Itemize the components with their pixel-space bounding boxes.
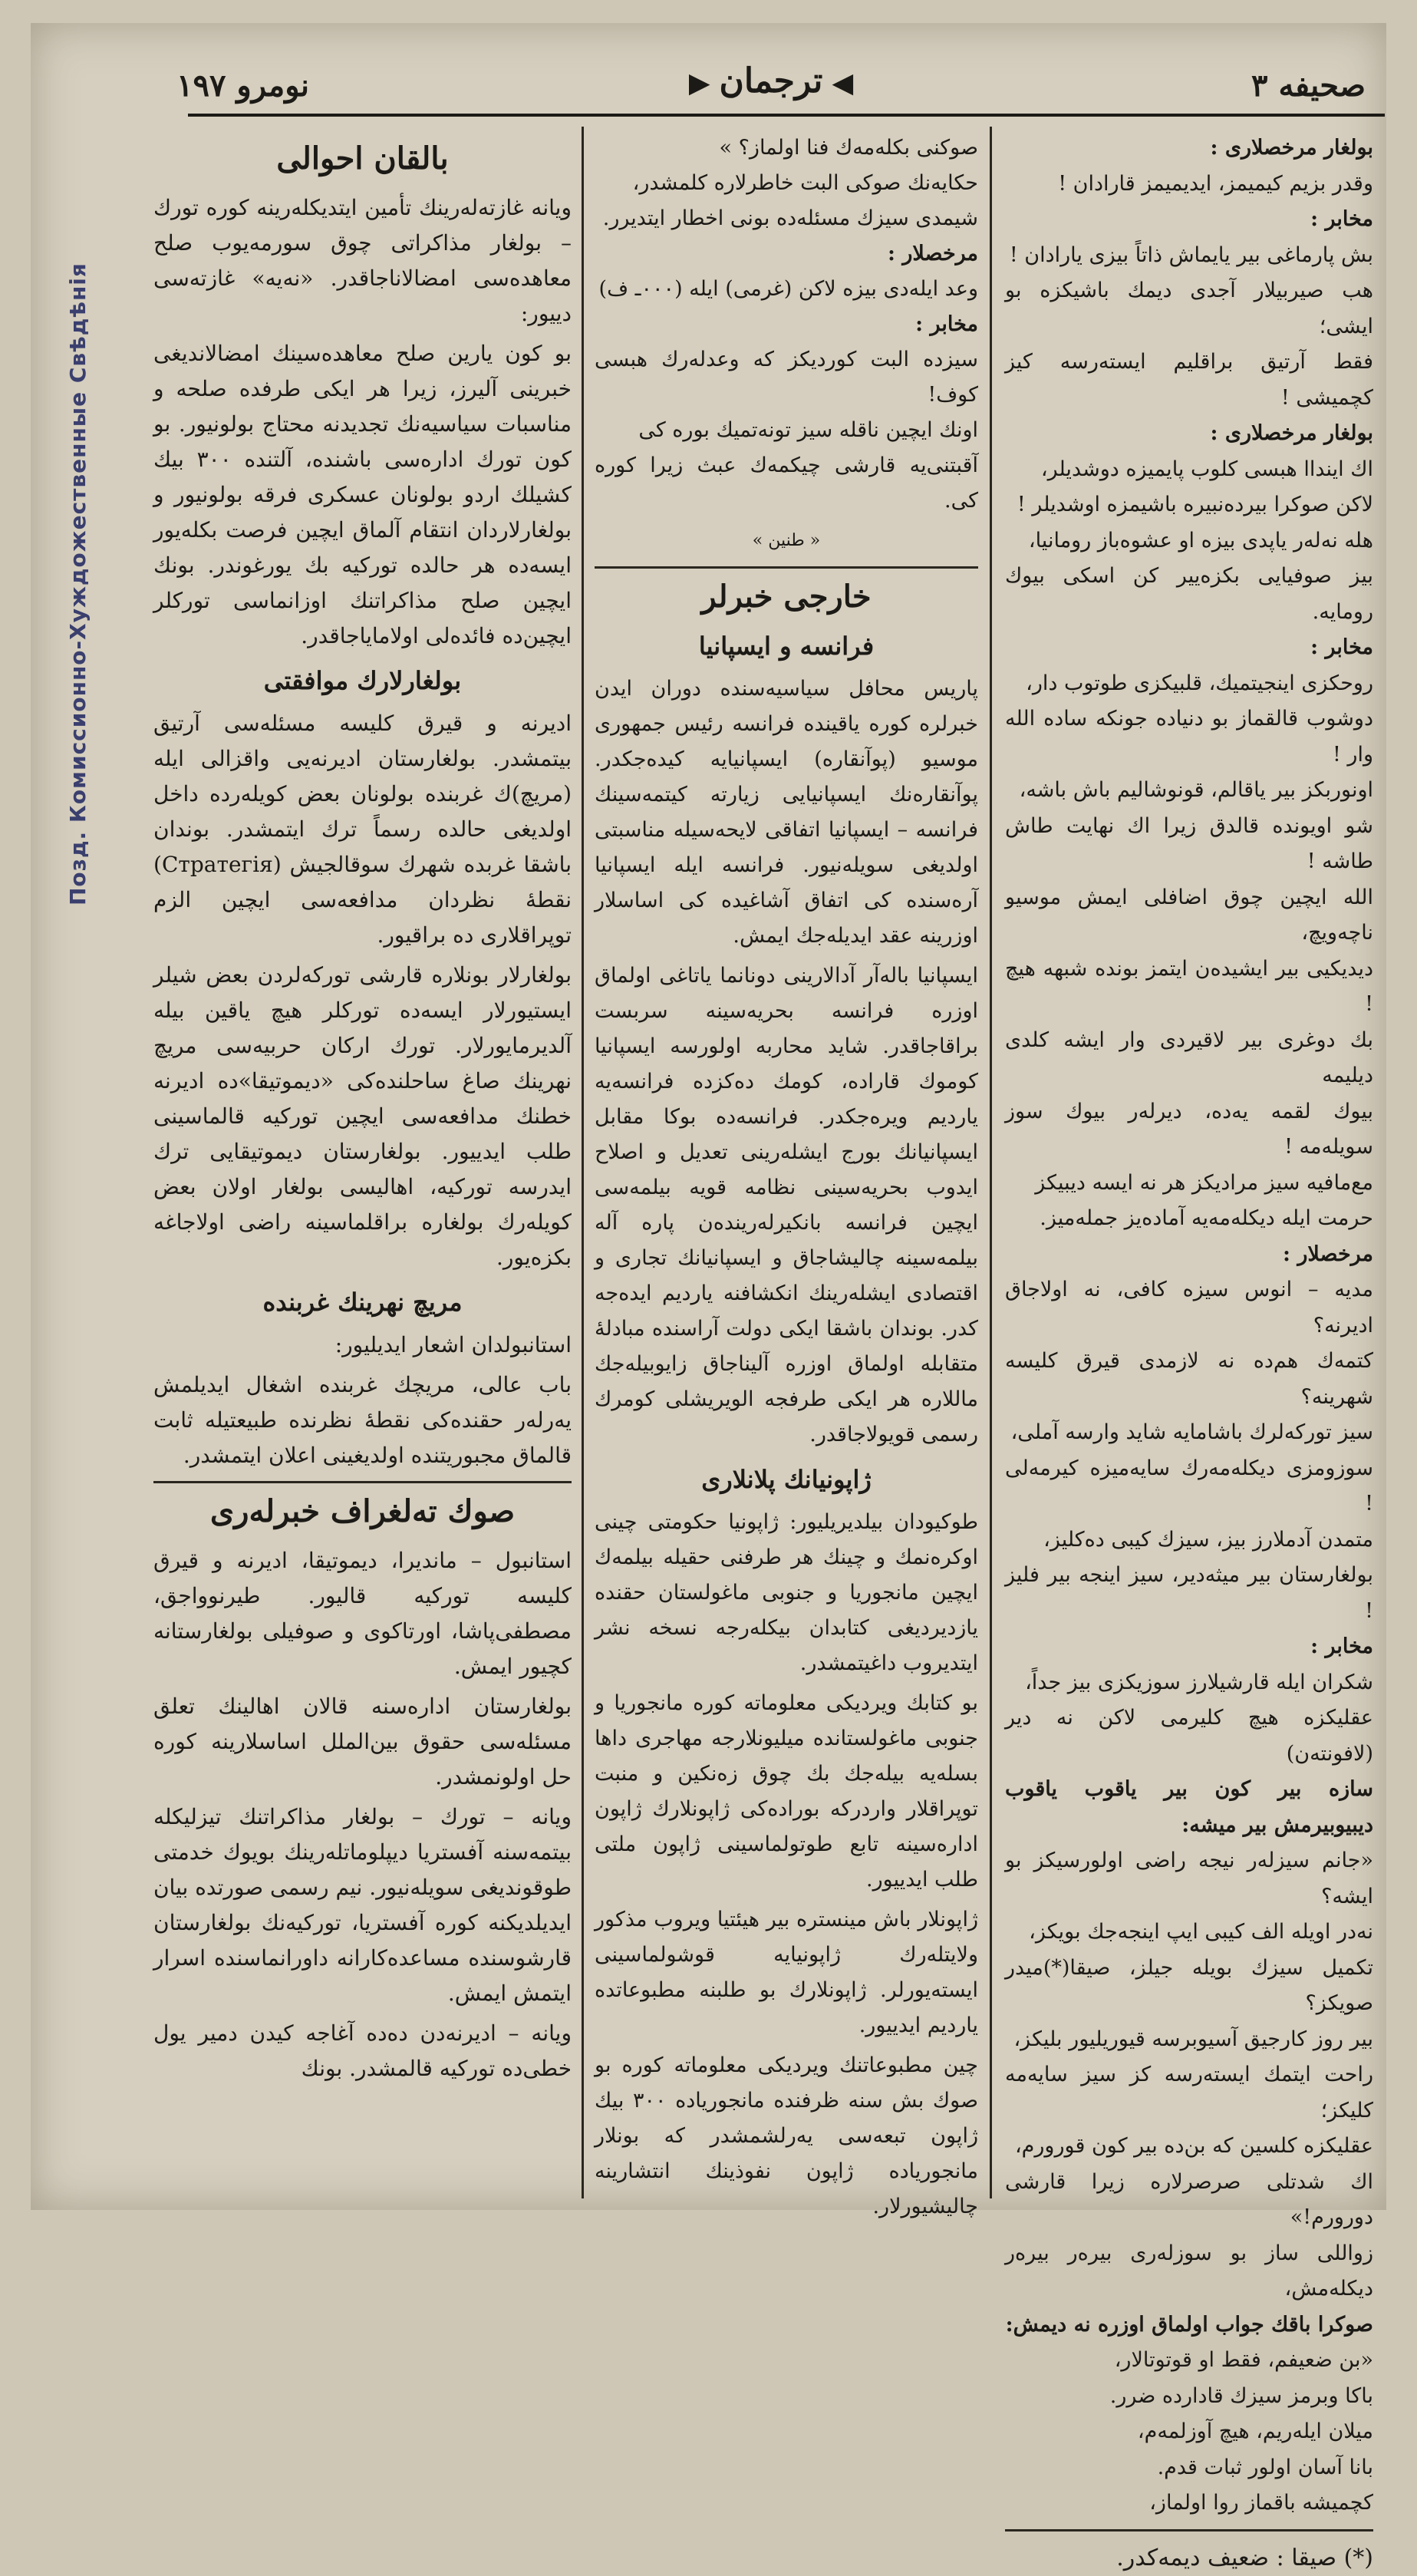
poem-line: لاکن صوکرا بیردەنبیرە باشیمزە اوشدیلر ! xyxy=(1005,487,1373,523)
poem-line: «جانم سیزلەر نیجه راضی اولورسیکز بو ایشه؟ xyxy=(1005,1843,1373,1915)
poem-line: اونوربکز بیر یاقالم، قونوشالیم باش باشه، xyxy=(1005,773,1373,809)
poem-line: سازه بیر کون بیر یاقوب یاقوب دیبیوبیرمش بیر میشه: xyxy=(1005,1772,1373,1843)
poem-line: بیر روز کارجیق آسیوبرسه قیوریلیور بلیکز، xyxy=(1005,2022,1373,2058)
poem-line: هله نەلەر یاپدی بیزه او عشوەباز رومانیا، xyxy=(1005,523,1373,559)
poem-line: وقدر بزیم کیمیمز، ایدیمیمز قارادان ! xyxy=(1005,167,1373,203)
poem-line: صوکنی بکله‌مه‌ك فنا اولماز؟ » xyxy=(595,130,978,166)
footnote: (*) صیقا : ضعیف دیمه‌کدر. xyxy=(1005,2541,1373,2576)
poem-line: شیمدی سیزك مسئله‌ده بونی اخطار ایتدیرر. xyxy=(595,201,978,236)
library-stamp: Позд. Комиссионно-Хуждожественные Свѣдѣнія xyxy=(65,215,111,905)
poem-line: باکا وبرمز سیزك قادارده ضرر. xyxy=(1005,2379,1373,2415)
subheading-france-spain: فرانسه و ایسپانیا xyxy=(595,628,978,664)
poem-line: سوزومزی دیکله‌مه‌رك سایه‌میزه کیرمه‌لی ! xyxy=(1005,1451,1373,1522)
article-paragraph: ویانه غازته‌لەرینك تأمین ایتدیکلەرینه کوره تورك – بولغار مذاکراتی چوق سورمه‌یوب صلح معاهده‌سی امضالاناجاقدر. «نه‌یه» غازته‌سی دییور: xyxy=(153,190,572,331)
article-paragraph: ادیرنه و قیرق کلیسه مسئله‌سی آرتیق بیتمشدر. بولغارستان ادیرنه‌یی واقزالی ایله (مریچ)ك غربنده بولونان بعض کویله‌رده داخل اولدیغی حالده رسماً ترك ایتمشدر. بوندان باشقا غربده شهرك سوقالجیش (Стратегія) نقطهٔ نظردان مدافعه‌سی ایچین الزم توپراقلاری ده براقیور. xyxy=(153,706,572,953)
section-title-foreign-news: خارجی خبرلر xyxy=(595,579,978,615)
middle-column xyxy=(595,130,978,2229)
column-divider xyxy=(990,127,992,2198)
article-paragraph: پاریس محافل سیاسیه‌سنده دوران ایدن خبرلره کوره یاقینده فرانسه رئیس جمهوری موسیو (پوآنقاره) ایسپانیایه کیده‌جکدر. پوآنقاره‌نك ایسپانیایی زیارته کیتمه‌سینك فرانسه – ایسپانیا اتفاقی لایحه‌سیله مناسبتی اولدیغی سویلەنیور. فرانسه ایله ایسپانیا آره‌سنده کی اتفاق آشاغیده کی اساسلار اوزرینه عقد ایدیله‌جك ایمش. xyxy=(595,671,978,954)
poem-line: نه‌در اویله الف کیبی ایپ اینجه‌جك بویکز، xyxy=(1005,1915,1373,1951)
poem-line: بیز صوفیایی بکزه‌ییر کن اسکی بیوك رومایه. xyxy=(1005,559,1373,630)
subheading-japan-plans: ژاپونیانك پلانلاری xyxy=(595,1462,978,1497)
poem-line: روحکزی اینجیتمیك، قلبیکزی طوتوب دار، xyxy=(1005,666,1373,702)
article-paragraph: ویانه – ادیرنه‌دن ده‌ده آغاجه کیدن دمیر یول خطی‌ده تورکیه قالمشدر. بونك xyxy=(153,2016,572,2086)
poem-line: بولغارستان بیر میثه‌دیر، سیز اینجه بیر فلیز ! xyxy=(1005,1558,1373,1629)
poem-line: مخابر : xyxy=(1005,630,1373,666)
section-title-balkan: بالقان احوالی xyxy=(153,141,572,176)
poem-line: زواللی ساز بو سوزلەری بیرەر بیرەر دیکله‌مش، xyxy=(1005,2236,1373,2307)
poem-line: کتمه‌ك هم‌ده نه لازمدی قیرق کلیسه شهرینه؟ xyxy=(1005,1344,1373,1415)
article-paragraph: استانبول – ماندیرا، دیموتیقا، ادیرنه و قیرق کلیسه تورکیه قالیور. طیرنوواجق، مصطفی‌پاشا، اورتاکوی و صوفیلی بولغارستانه کچیور ایمش. xyxy=(153,1543,572,1684)
article-paragraph: باب عالی، مریچك غربنده اشغال ایدیلمش یه‌رلەر حقنده‌کی نقطهٔ نظرنده طبیعتیله ثابت قالماق مجبوریتنده اولدیغینی اعلان ایتمشدر. xyxy=(153,1367,572,1473)
article-paragraph: ویانه – تورك – بولغار مذاکراتنك تیزلیکله بیتمه‌سنه آفستریا دیپلوماتلەرینك بویوك خدمتی طوقوندیغی سویله‌نیور. نیم رسمی صورتده بیان ایدیلدیکنه کوره آفستریا، تورکیه‌نك بولغارستان قارشوسنده مساعده‌کارانه داورانماسنده اسرار ایتمش ایمش. xyxy=(153,1799,572,2011)
poem-line: مرخصلار : xyxy=(1005,1237,1373,1273)
poem-line: حکایه‌نك صوکی البت خاطرلاره کلمشدر، xyxy=(595,166,978,201)
poem-line: اونك ایچین ناقله سیز تونه‌تمیك بوره کی xyxy=(595,413,978,448)
article-paragraph: چین مطبوعاتنك ویردیکی معلوماته کوره بو صوك بش سنه ظرفنده مانجوریاده ۳۰۰ بیك ژاپون تبعه‌سی یەرلشمشدر که بونلار مانجوریاده ژاپون نفوذینك انتشارینه چالیشیورلار. xyxy=(595,2048,978,2225)
poem-line: دوشوب قالقماز بو دنیاده جونکه ساده الله وار ! xyxy=(1005,701,1373,773)
newspaper-page xyxy=(31,23,1386,2210)
section-rule xyxy=(595,566,978,569)
poem-line: عقلیکزه هیچ کلیرمی لاکن نه دیر (لافونته‌ن) xyxy=(1005,1700,1373,1772)
poem-line: بش پارماغی بیر یایماش ذاتاً بیزی یارادان ! xyxy=(1005,238,1373,274)
page-number: صحیفه ۳ xyxy=(1251,68,1366,104)
poem-line: آقبتنی‌یه قارشی چیکمه‌ك عبث زیرا کوره کی. xyxy=(595,448,978,519)
poem-line: «بن ضعیفم، فقط او قوتوتالار، xyxy=(1005,2343,1373,2379)
poem-line: مخابر : xyxy=(595,307,978,342)
article-paragraph: ایسپانیا باله‌آر آدالارینی دونانما یاتاغی اولماق اوزره فرانسه بحریه‌سینه سربست براقاجاقدر. شاید محاربه اولورسه ایسپانیا کوموك قاراده، کومك ده‌کزده فرانسه‌یه یاردیم ویره‌جکدر. فرانسه‌ده بوکا مقابل ایسپانیانك بورج ایشله‌رینی تعدیل و اصلاح ایدوب بحریه‌سینی نظامه قویه بیلمه‌سی ایچین فرانسه بانکیرلەریندەن پاره آلە بیلمه‌سینه چالیشاجاق و ایسپانیانك تجاری و اقتصادی ایشله‌رینك انکشافنه یاردیم ایده‌جه کدر. بوندان باشقا ایکی دولت آراسنده مبادلهٔ متقابله اولماق اوزره آلیناجاق زایوبیله‌جك ماللاره هر ایکی طرفجه الویریشلی کومرك رسمی قویولاجاقدر. xyxy=(595,958,978,1453)
poem-line: مخابر : xyxy=(1005,202,1373,238)
poem-line: الله ایچین چوق اضافلی ایمش موسیو ناچه‌ویچ، xyxy=(1005,880,1373,952)
poem-line: تکمیل سیزك بویله جیلز، صیقا(*)میدر صویکز؟ xyxy=(1005,1951,1373,2022)
poem-signature: « طنین » xyxy=(595,523,978,559)
poem-line: صوکرا باقك جواب اولماق اوزره نه دیمش: xyxy=(1005,2307,1373,2343)
poem-line: هب صیربیلار آجدی دیمك باشیکزه بو ایشی؛ xyxy=(1005,273,1373,345)
poem-line: میلان ایلەریم، هیچ آوزلمەم، xyxy=(1005,2414,1373,2450)
header-rule xyxy=(188,114,1385,117)
poem-line: بانا آسان اولور ثبات قدم. xyxy=(1005,2450,1373,2486)
poem-line: اك اینداا هبسی کلوب پایمیزه دوشدیلر، xyxy=(1005,452,1373,488)
poem-line: مدیه – انوس سیزه کافی، نه اولاجاق ادیرنه؟ xyxy=(1005,1272,1373,1344)
poem-line: مرخصلار : xyxy=(595,236,978,272)
subheading-bulgarian-consent: بولغارلارك موافقتی xyxy=(153,663,572,698)
article-paragraph: استانبولدان اشعار ایدیلیور: xyxy=(153,1328,572,1363)
poem-line: کچمیشه باقماز روا اولماز، xyxy=(1005,2485,1373,2522)
page-header xyxy=(161,54,1381,115)
poem-line: مع‌مافیه سیز مرادیکز هر نه ایسه دیبیکز xyxy=(1005,1166,1373,1202)
article-paragraph: بو کتابك ویردیکی معلوماته کوره مانجوریا و جنوبی ماغولستانده میلیونلارجه مهاجری داها بسلەیه بیله‌جك بك چوق زەنکین و منبت توپراقلار واردرکه بوراده‌کی ژاپونلارك ژاپون اداره‌سینه تابع طوتولماسینی ژاپون ملتی طلب ایدییور. xyxy=(595,1686,978,1898)
article-paragraph: بو کون یارین صلح معاهده‌سینك امضالاندیغی خبرینی آلیرز، زیرا هر ایکی طرفده صلحه و مناسبات سیاسیه‌نك تجدیدنه محتاج بولونیور. بو کون تورك اداره‌سی باشنده، آلتنده ۳۰۰ بیك کشیلك اردو بولونان عسکری فرقه بولونیور و بولغارلاردان انتقام آلماق ایچین فرصت بکله‌یور ایسه‌ده هر حالده تورکیه بك یورغوندر. بونك ایچین صلح مذاکراتنك اوزانماسی تورکلر ایچین‌ده فائده‌لی اولامایاجاقدر. xyxy=(153,336,572,654)
section-title-telegraph: صوك تەلغراف خبرلەری xyxy=(153,1494,572,1529)
poem-line: عقلیکزه کلسین که بن‌ده بیر کون قورورم، xyxy=(1005,2129,1373,2165)
ornament-icon: ◀ xyxy=(832,67,853,99)
article-paragraph: بولغارستان اداره‌سنه قالان اهالینك تعلق مسئله‌سی حقوق بین‌الملل اساسلارینه کوره حل اولونمشدر. xyxy=(153,1689,572,1795)
poem-line: وعد ایله‌دی بیزه لاکن (غرمی) ایله (۰۰۰ـ ف) xyxy=(595,272,978,307)
poem-line: مخابر : xyxy=(1005,1629,1373,1665)
article-paragraph: ژاپونلار باش مینستره بیر هیئتیا ویروب مذکور ولایتلەرك ژاپونیایه قوشولماسینی ایسته‌یورلر. ژاپونلارك بو طلبنه مطبوعاتده یاردیم ایدییور. xyxy=(595,1902,978,2043)
subheading-west-maritsa: مریچ نهرینك غربنده xyxy=(153,1285,572,1320)
poem-line: فقط آرتیق براقلیم ایسته‌رسه کیز کچمیشی ! xyxy=(1005,345,1373,416)
poem-line: اك شدتلی صرصرلاره زیرا قارشی دورورم!» xyxy=(1005,2165,1373,2236)
poem-line: حرمت ایله دیکله‌مه‌یه آماده‌یز جمله‌میز. xyxy=(1005,1201,1373,1237)
poem-line: سیز تورکه‌لرك باشامایه شاید وارسه آملی، xyxy=(1005,1415,1373,1451)
article-paragraph: بولغارلار بونلاره قارشی تورکەلردن بعض شیلر ایستیورلار ایسه‌ده تورکلر هیچ یاقین بیله آلدیرمایورلار. تورك ارکان حربیه‌سی مریچ نهرینك صاغ ساحلنده‌کی «دیموتیقا»ده ادیرنه خطنك مدافعه‌سی ایچین تورکیه قالماسینی طلب ایدییور. بولغارستان دیموتیقایی ترك ایدرسه تورکیه، اهالیسی بولغار اولان بعض کویلەرك بولغاره براقلماسینه راضی اولاجاغه بکزه‌یور. xyxy=(153,958,572,1275)
column-divider xyxy=(582,127,584,2198)
left-column xyxy=(153,130,572,2091)
poem-ending xyxy=(595,130,978,519)
poem-line: بك دوغری بیر لاقیردی وار ایشه کلدی دیلیمه xyxy=(1005,1023,1373,1094)
poem-line: بیوك لقمه یه‌ده، دیرلەر بیوك سوز سویله‌مه ! xyxy=(1005,1094,1373,1166)
poem-line: شکران ایله قارشیلارز سوزیکزی بیز جداً، xyxy=(1005,1665,1373,1701)
poem-line: دیدیکیی بیر ایشیدەن ایتمز بونده شبهه هیچ ! xyxy=(1005,952,1373,1023)
section-rule xyxy=(153,1481,572,1483)
paper-name: ترجمان xyxy=(720,61,823,101)
article-paragraph: طوکیودان بیلدیریلیور: ژاپونیا حکومتی چینی اوکرەنمك و چینك هر طرفنی حقیله بیلمه‌ك ایچین مانجوریا و جنوبی ماغولستان حقنده یازدیردیغی کتابدان بیکلەرجه نسخه نشر ایتدیروب داغیتمشدر. xyxy=(595,1505,978,1681)
footnote-rule xyxy=(1005,2529,1373,2531)
poem-line: سیزده البت کوردیکز که وعدلەرك هبسی کوف! xyxy=(595,342,978,413)
right-column xyxy=(1005,130,1373,2576)
poem-line: بولغار مرخصلاری : xyxy=(1005,130,1373,167)
poem-line: راحت ایتمك ایسته‌رسه کز سیز سایه‌مه کلیکز؛ xyxy=(1005,2057,1373,2129)
poem-line: شو اویونده قالدق زیرا اك نهایت طاش طاشه ! xyxy=(1005,809,1373,880)
masthead xyxy=(161,61,1381,101)
issue-number: نومرو ۱۹۷ xyxy=(176,68,309,104)
ornament-icon: ▶ xyxy=(689,67,710,99)
poem-line: بولغار مرخصلاری : xyxy=(1005,416,1373,452)
poem-line: متمدن آدملارز بیز، سیزك کیبی ده‌کلیز، xyxy=(1005,1522,1373,1558)
